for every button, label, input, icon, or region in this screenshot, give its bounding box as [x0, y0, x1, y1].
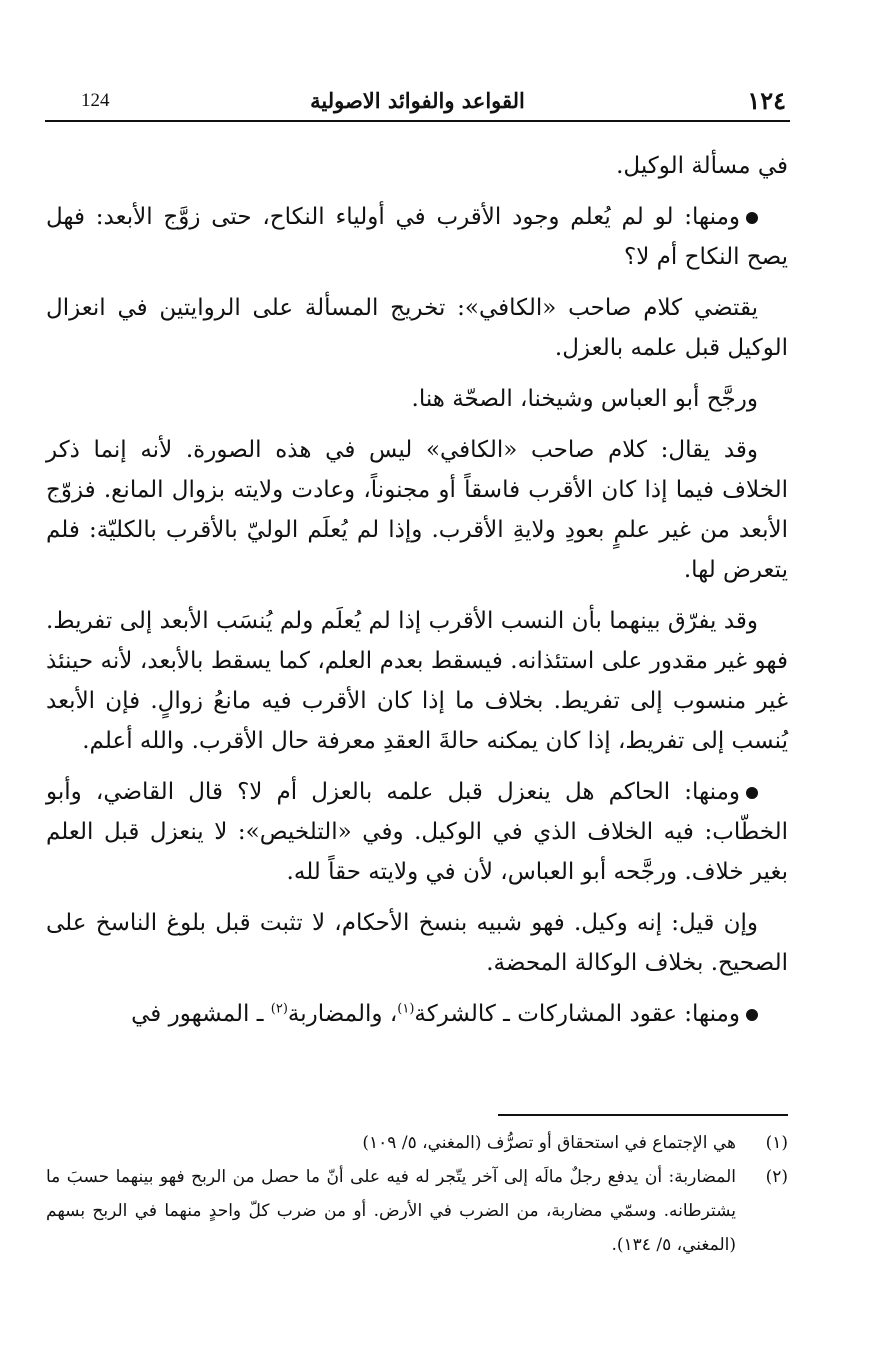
paragraph [46, 197, 788, 277]
paragraph: وقد يفرّق بينهما بأن النسب الأقرب إذا لم يُعلَم ولم يُنسَب الأبعد إلى تفريط. فهو غير مقدور على استئذانه. فيسقط بعدم العلم، كما يسقط بالأبعد، لأنه حينئذ غير منسوب إلى تفريط. بخلاف ما إذا كان الأقرب فيه مانعُ زوالٍ. فإن الأبعد يُنسب إلى تفريط، إذا كان يمكنه حالةَ العقدِ معرفة حال الأقرب. والله أعلم. [46, 608, 788, 754]
page-number-arabic: ١٢٤ [747, 86, 786, 115]
main-text [46, 146, 788, 1045]
paragraph: في مسألة الوكيل. [616, 153, 788, 179]
running-title: القواعد والفوائد الاصولية [310, 88, 525, 113]
paragraph: وقد يقال: كلام صاحب «الكافي» ليس في هذه الصورة. لأنه إنما ذكر الخلاف فيما إذا كان الأقرب فاسقاً أو مجنوناً، وعادت ولايته بزوال المانع. فزوّج الأبعد من غير علمٍ بعودِ ولايةِ الأقرب. وإذا لم يُعلَم الوليّ بالأقرب بالكليّة: فلم يتعرض لها. [46, 437, 788, 583]
paragraph: ورجَّح أبو العباس وشيخنا، الصحّة هنا. [411, 386, 758, 412]
footnote-text: المضاربة: أن يدفع رجلٌ مالَه إلى آخر يتّجر له فيه على أنّ ما حصل من الربح فهو بينهما حسبَ ما يشترطانه. وسمّي مضاربة، من الضرب في الأرض. أو من ضرب كلّ واحدٍ منهما في الربح بسهم (المغني، ٥/ ١٣٤). [46, 1167, 736, 1255]
paragraph [46, 994, 788, 1034]
paragraph-text: ومنها: عقود المشاركات ـ كالشركة [414, 1001, 740, 1027]
paragraph-text: ومنها: لو لم يُعلم وجود الأقرب في أولياء النكاح، حتى زوَّج الأبعد: فهل يصح النكاح أم لا؟ [46, 204, 788, 270]
paragraph-text: ومنها: الحاكم هل ينعزل قبل علمه بالعزل أم لا؟ قال القاضي، وأبو الخطّاب: فيه الخلاف الذي في الوكيل. وفي «التلخيص»: لا ينعزل قبل العلم بغير خلاف. ورجَّحه أبو العباس، لأن في ولايته حقاً لله. [46, 779, 788, 885]
footnote-reference[interactable]: (٢) [270, 1001, 288, 1017]
footnote-mark: (٢) [765, 1167, 788, 1187]
footnote-mark: (١) [765, 1133, 788, 1153]
paragraph-text: ـ المشهور في [131, 1001, 271, 1027]
footnote [46, 1160, 788, 1262]
running-header [45, 86, 790, 122]
bullet-icon [746, 1009, 758, 1021]
footnote [46, 1126, 788, 1160]
paragraph: وإن قيل: إنه وكيل. فهو شبيه بنسخ الأحكام، لا تثبت قبل بلوغ الناسخ على الصحيح. بخلاف الوكالة المحضة. [46, 910, 788, 976]
paragraph: يقتضي كلام صاحب «الكافي»: تخريج المسألة على الروايتين في انعزال الوكيل قبل علمه بالعزل. [46, 295, 788, 361]
bullet-icon [746, 787, 758, 799]
paragraph [46, 772, 788, 892]
footnote-reference[interactable]: (١) [397, 1001, 415, 1017]
footnote-separator [498, 1114, 788, 1116]
page-number-latin: 124 [81, 90, 110, 111]
paragraph-text: ، والمضاربة [287, 1001, 398, 1027]
footnote-text: هي الإجتماع في استحقاق أو تصرُّف (المغني، ٥/ ١٠٩) [362, 1133, 736, 1153]
footnotes [46, 1126, 788, 1262]
bullet-icon [746, 212, 758, 224]
